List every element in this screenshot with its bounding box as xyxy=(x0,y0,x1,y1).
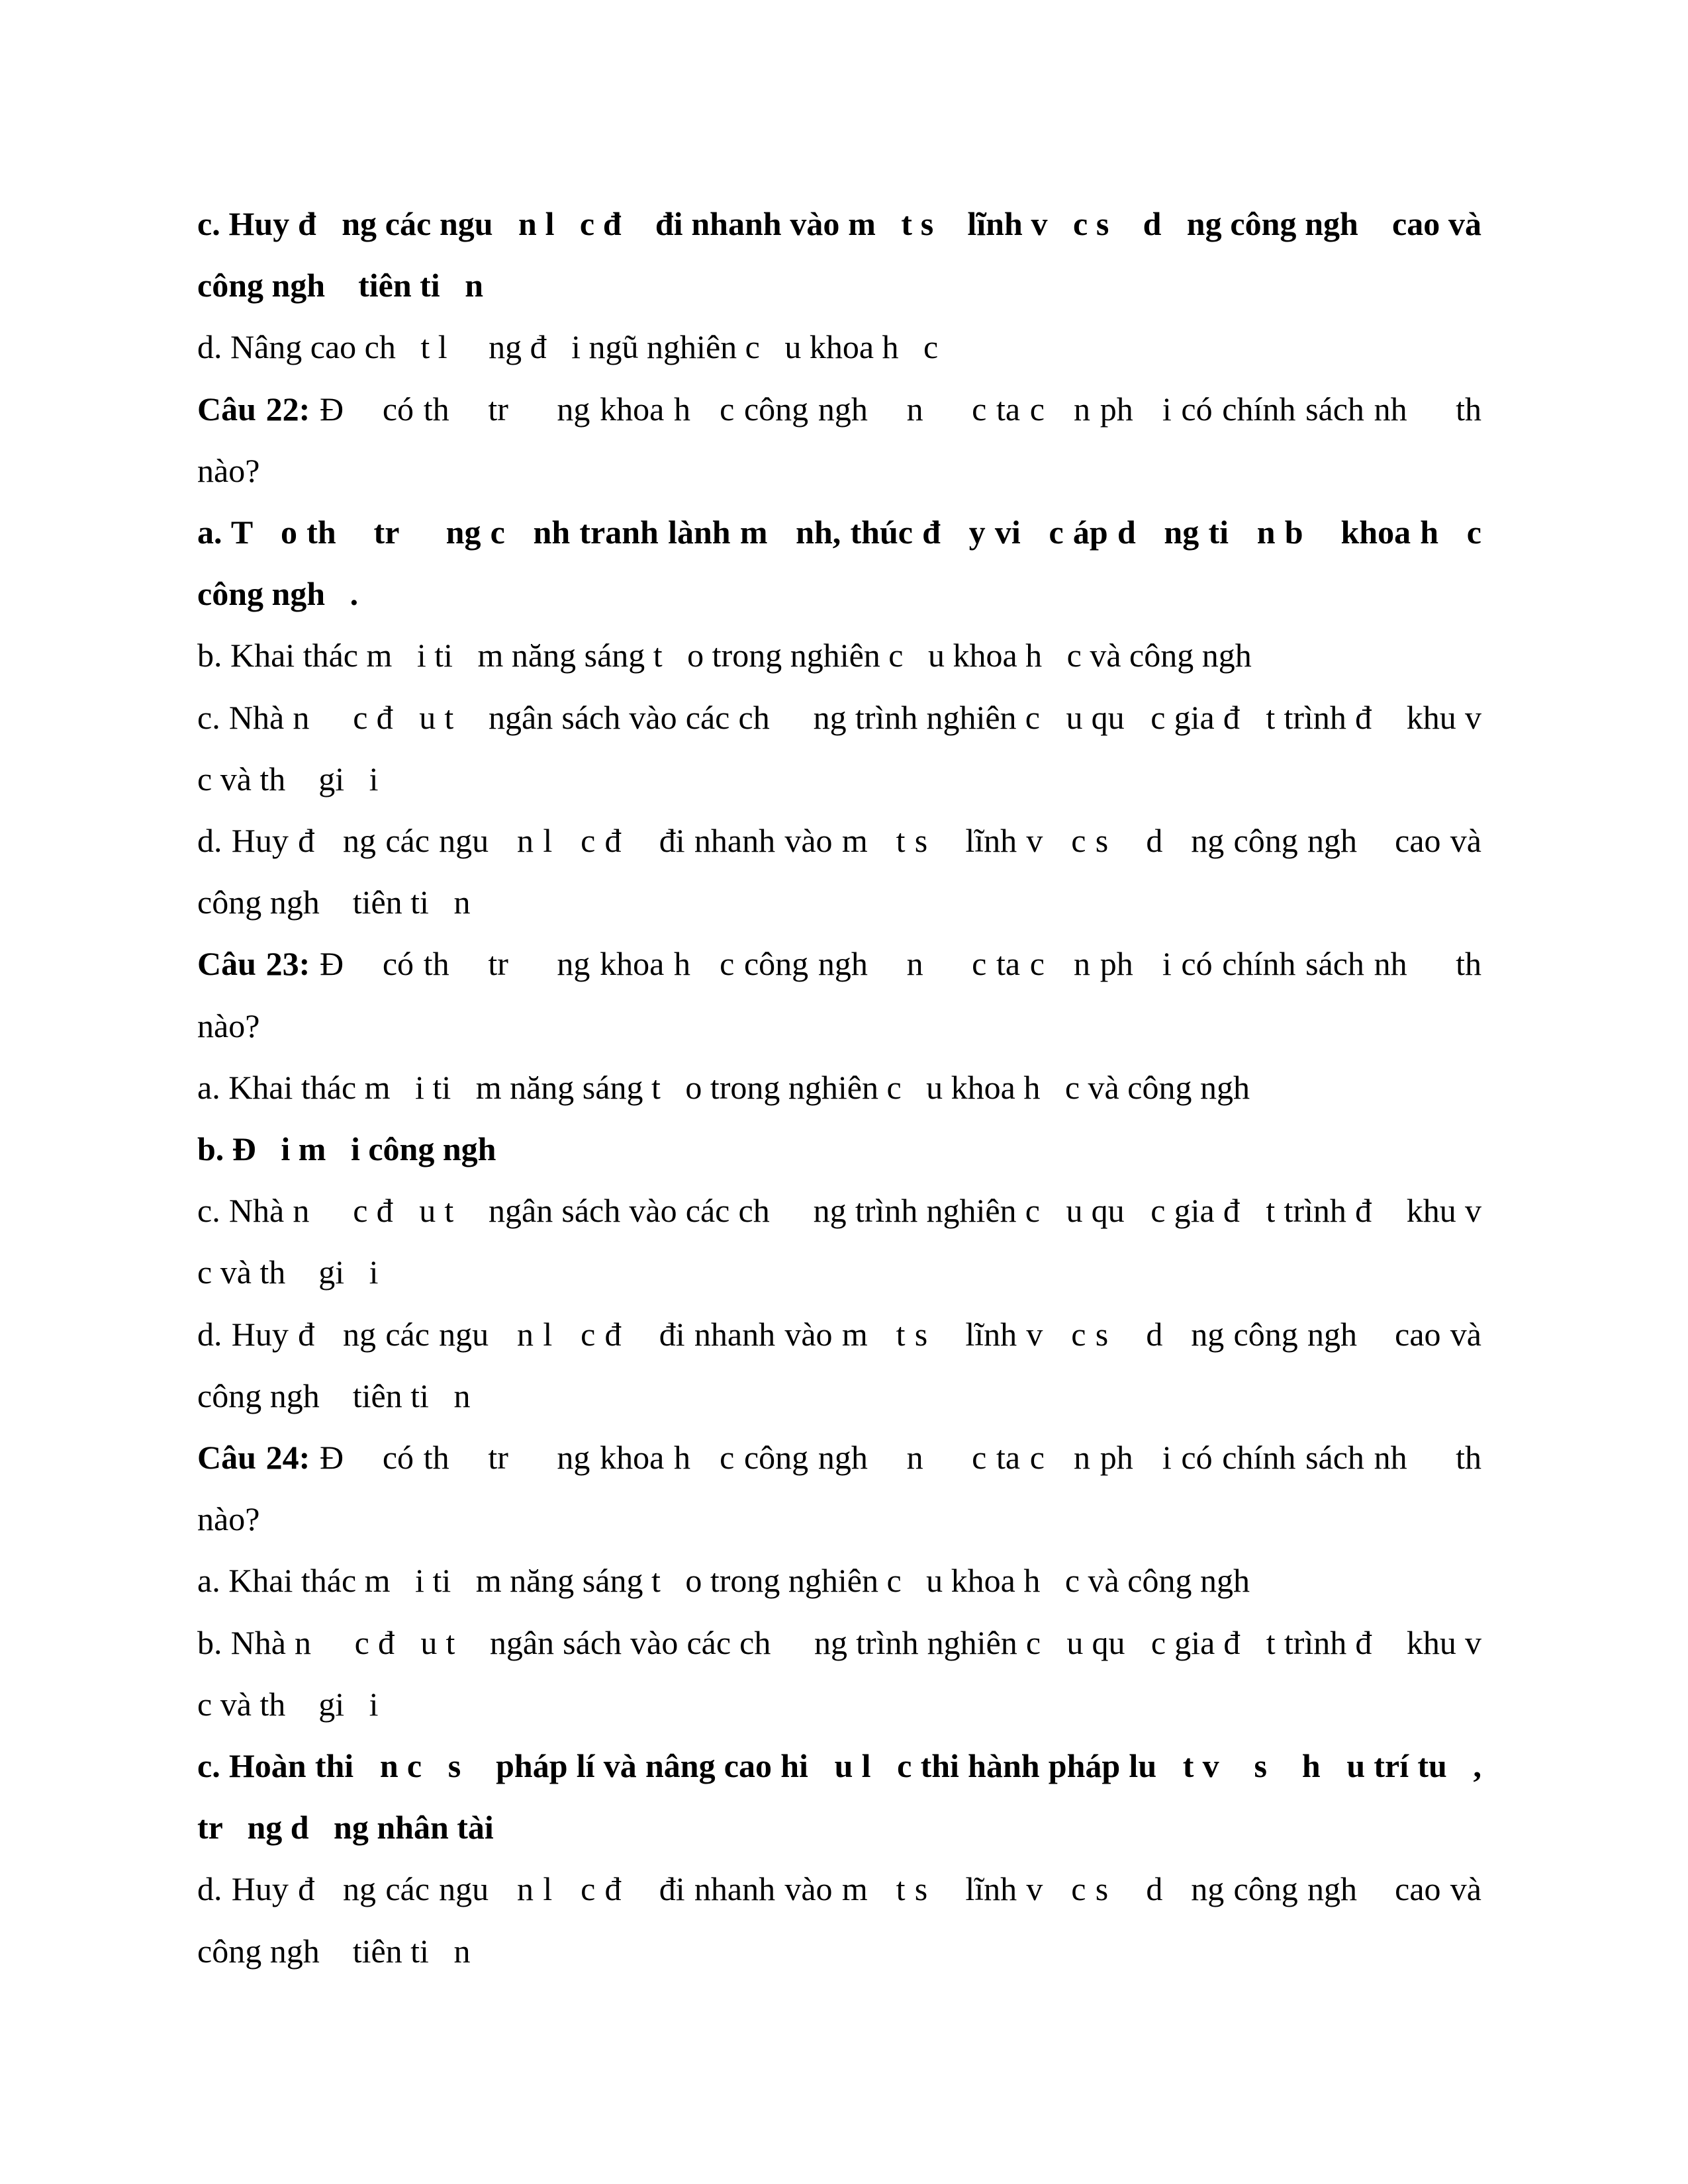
question-23 xyxy=(197,933,1515,1056)
option-c-q23 xyxy=(197,1180,1507,1303)
paragraph-text: d. Huy đ ng các ngu n l c đ đi nhanh vào m t s lĩnh v c s d ng công ngh cao và công ngh tiên ti n xyxy=(197,1315,1490,1414)
paragraph-text: d. Nâng cao ch t l ng đ i ngũ nghiên c u khoa h c xyxy=(197,328,939,366)
question-22 xyxy=(197,379,1515,502)
paragraph-text: c. Huy đ ng các ngu n l c đ đi nhanh vào m t s lĩnh v c s d ng công ngh cao và công ngh tiên ti n xyxy=(197,205,1490,304)
option-c-q24 xyxy=(197,1735,1490,1858)
option-b-q22 xyxy=(197,625,1481,686)
option-a-q24 xyxy=(197,1550,1481,1612)
option-d-q24 xyxy=(197,1858,1490,1981)
question-label: Câu 24: xyxy=(197,1439,310,1477)
paragraph-text: d. Huy đ ng các ngu n l c đ đi nhanh vào m t s lĩnh v c s d ng công ngh cao và công ngh tiên ti n xyxy=(197,1870,1490,1970)
paragraph-text: c. Hoàn thi n c s pháp lí và nâng cao hi u l c thi hành pháp lu t v s h u trí tu , tr ng d ng nhân tài xyxy=(197,1747,1490,1846)
question-text: Đ có th tr ng khoa h c công ngh n c ta c n ph i có chính sách nh th nào? xyxy=(197,1439,1515,1538)
question-text: Đ có th tr ng khoa h c công ngh n c ta c n ph i có chính sách nh th nào? xyxy=(197,945,1515,1044)
paragraph-text: b. Khai thác m i ti m năng sáng t o trong nghiên c u khoa h c và công ngh xyxy=(197,637,1252,674)
paragraph-text: a. Khai thác m i ti m năng sáng t o trong nghiên c u khoa h c và công ngh xyxy=(197,1562,1250,1600)
paragraph-text: a. Khai thác m i ti m năng sáng t o trong nghiên c u khoa h c và công ngh xyxy=(197,1068,1250,1106)
question-label: Câu 22: xyxy=(197,390,310,428)
option-c-q21 xyxy=(197,193,1490,316)
question-text: Đ có th tr ng khoa h c công ngh n c ta c n ph i có chính sách nh th nào? xyxy=(197,390,1515,489)
option-b-q24 xyxy=(197,1612,1507,1735)
question-label: Câu 23: xyxy=(197,945,310,983)
paragraph-text: c. Nhà n c đ u t ngân sách vào các ch ng trình nghiên c u qu c gia đ t trình đ khu v c và th gi i xyxy=(197,1192,1507,1291)
option-a-q23 xyxy=(197,1057,1481,1118)
option-d-q23 xyxy=(197,1304,1490,1427)
option-d-q22 xyxy=(197,810,1490,933)
paragraph-text: c. Nhà n c đ u t ngân sách vào các ch ng trình nghiên c u qu c gia đ t trình đ khu v c và th gi i xyxy=(197,698,1507,797)
question-24 xyxy=(197,1427,1515,1550)
option-a-q22 xyxy=(197,502,1490,625)
paragraph-text: d. Huy đ ng các ngu n l c đ đi nhanh vào m t s lĩnh v c s d ng công ngh cao và công ngh tiên ti n xyxy=(197,822,1490,921)
option-d-q21 xyxy=(197,316,1481,378)
paragraph-text: b. Đ i m i công ngh xyxy=(197,1130,496,1168)
option-b-q23 xyxy=(197,1118,1481,1180)
paragraph-text: a. T o th tr ng c nh tranh lành m nh, thúc đ y vi c áp d ng ti n b khoa h c công ngh . xyxy=(197,514,1490,613)
paragraph-text: b. Nhà n c đ u t ngân sách vào các ch ng trình nghiên c u qu c gia đ t trình đ khu v c và th gi i xyxy=(197,1623,1507,1723)
option-c-q22 xyxy=(197,687,1507,810)
document-body xyxy=(197,193,1515,1982)
